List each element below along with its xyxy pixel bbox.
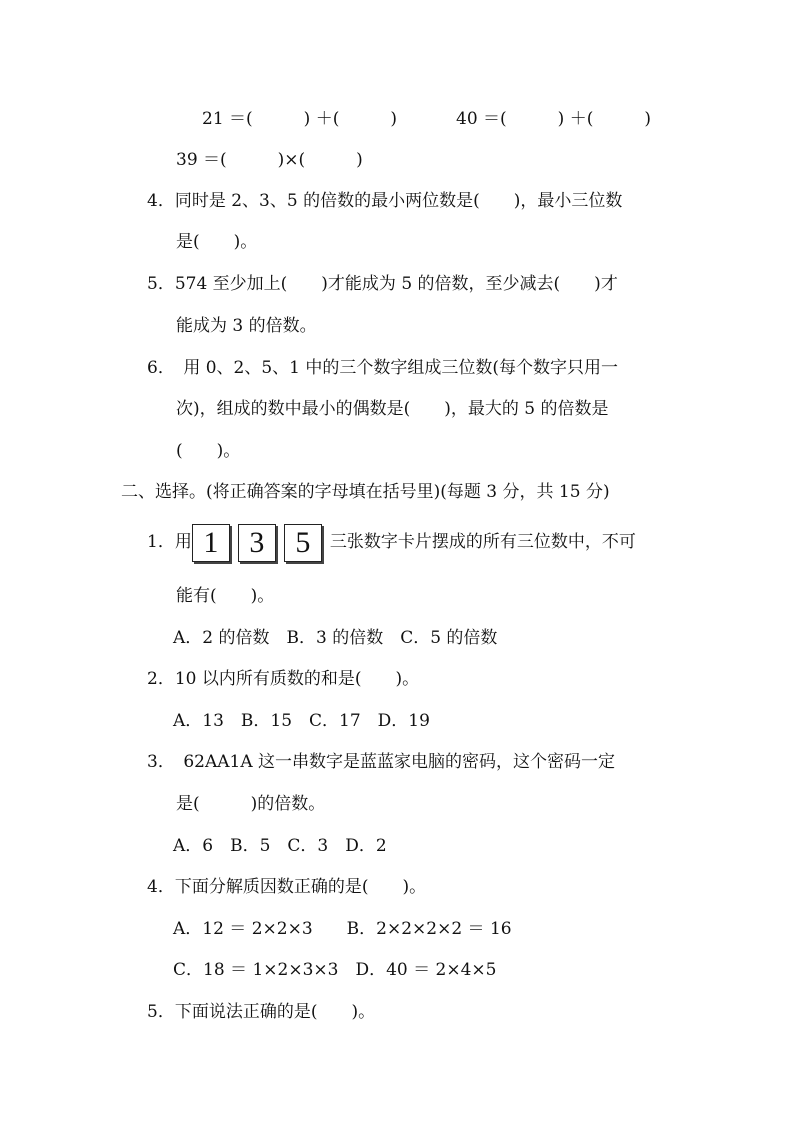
q6-line3: ( )。 [176,441,241,461]
q5-line1: 5．574 至少加上( )才能成为 5 的倍数，至少减去( )才 [147,274,618,294]
number-card-1: 1 [192,524,230,562]
q3-eq-40: 40 ＝( ) ＋( ) [456,109,651,129]
c2-options: A．13 B．15 C．17 D．19 [173,711,430,731]
q6-line2: 次)，组成的数中最小的偶数是( )，最大的 5 的倍数是 [176,399,609,419]
q3-eq-21: 21 ＝( ) ＋( ) [202,109,397,129]
c4-options-ab: A．12 ＝ 2×2×3 B．2×2×2×2 ＝ 16 [173,919,512,939]
c5-line1: 5．下面说法正确的是( )。 [147,1002,376,1022]
number-card-5: 5 [284,524,322,562]
c4-options-cd: C．18 ＝ 1×2×3×3 D．40 ＝ 2×4×5 [173,960,497,980]
number-card-3: 3 [238,524,276,562]
c1-options: A．2 的倍数 B．3 的倍数 C．5 的倍数 [173,628,498,648]
c3-line2: 是( )的倍数。 [176,794,326,814]
c3-line1: 3． 62AA1A 这一串数字是蓝蓝家电脑的密码，这个密码一定 [147,752,615,772]
q5-line2: 能成为 3 的倍数。 [176,316,317,336]
q4-line1: 4．同时是 2、3、5 的倍数的最小两位数是( )，最小三位数 [147,191,623,211]
c3-options: A．6 B．5 C．3 D．2 [173,836,387,856]
c4-line1: 4．下面分解质因数正确的是( )。 [147,877,427,897]
c1-prefix: 1．用 [147,532,192,552]
q4-line2: 是( )。 [176,232,258,252]
c2-line1: 2．10 以内所有质数的和是( )。 [147,669,420,689]
c1-line1 [147,522,636,562]
c1-line2: 能有( )。 [176,586,275,606]
c1-suffix: 三张数字卡片摆成的所有三位数中，不可 [329,532,636,552]
section-2-heading: 二、选择。(将正确答案的字母填在括号里)(每题 3 分，共 15 分) [121,482,610,502]
q6-line1: 6． 用 0、2、5、1 中的三个数字组成三位数(每个数字只用一 [147,358,619,378]
q3-eq-39: 39 ＝( )×( ) [176,150,363,170]
